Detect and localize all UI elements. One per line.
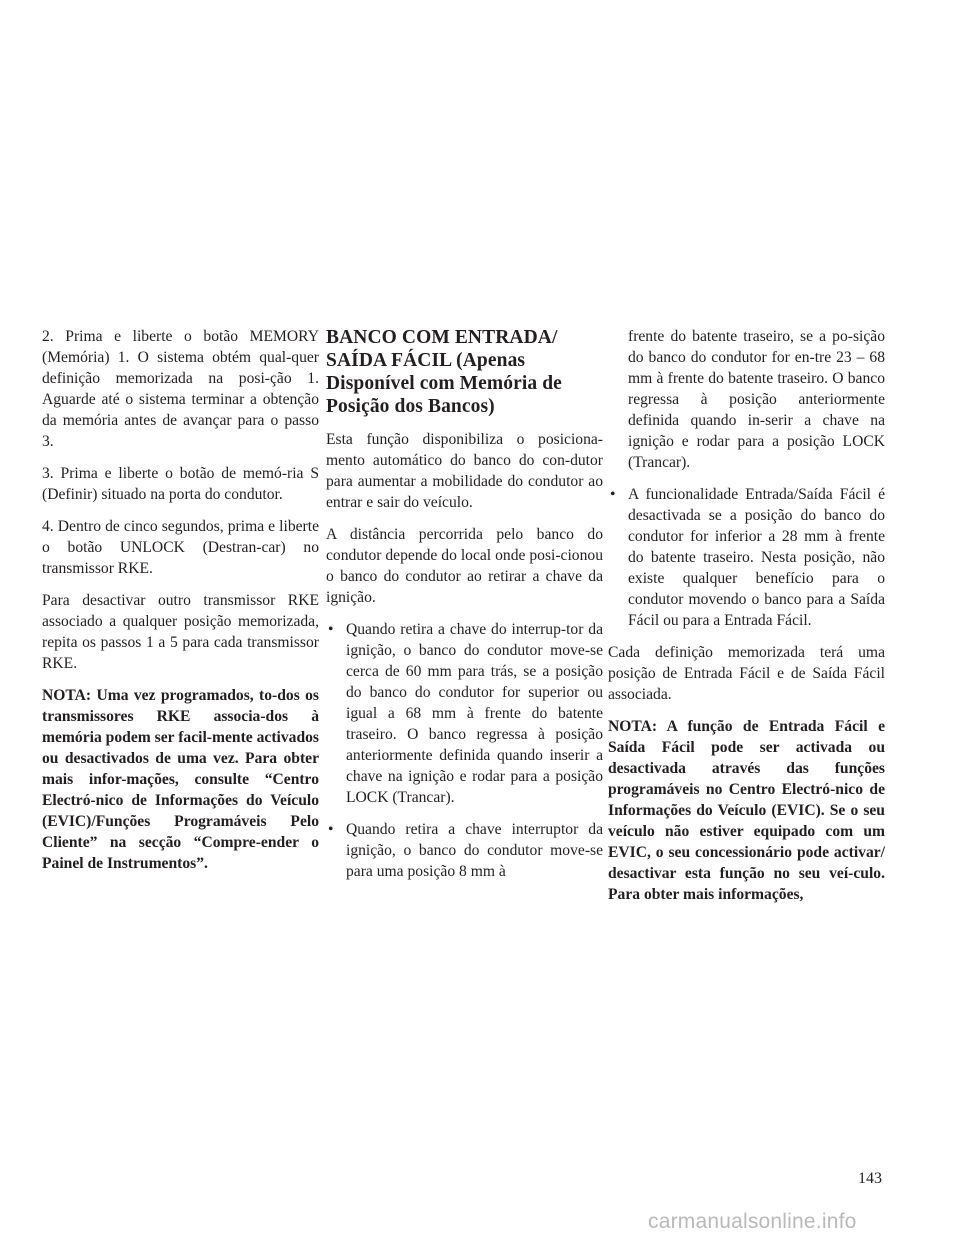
middle-column bbox=[326, 326, 603, 893]
left-column bbox=[42, 326, 319, 885]
bullet-item-2-continued: frente do batente traseiro, se a po-sição do banco do condutor for en-tre 23 – 68 mm à frente do batente traseiro. O banco regressa à posição anteriormente definida quando in-serir a chave na ignição e rodar para a posição LOCK (Trancar). bbox=[628, 328, 885, 471]
note-easy-entry-paragraph: NOTA: A função de Entrada Fácil e Saída Fácil pode ser activada ou desactivada através das funções programáveis no Centro Electró-nico de Informações do Veículo (EVIC). Se o seu veículo não estiver equipado com um EVIC, o seu concessionário pode activar/ desactivar esta função no seu veí-culo. Para obter mais informações, bbox=[608, 718, 885, 903]
bullet-list-continued bbox=[608, 484, 885, 631]
note-rke-paragraph: NOTA: Uma vez programados, to-dos os transmissores RKE associa-dos à memória podem ser facil-mente activados ou desactivados de uma vez. Para obter mais infor-mações, consulte “Centro Electró-nico de Informações do Veículo (EVIC)/Funções Programáveis Pelo Cliente” na secção “Compre-ender o Painel de Instrumentos”. bbox=[42, 687, 319, 872]
page-number: 143 bbox=[858, 1170, 882, 1187]
bullet-item-3: • A funcionalidade Entrada/Saída Fácil é desactivada se a posição do banco do condutor for inferior a 28 mm à frente do batente traseiro. Nesta posição, não existe qualquer benefício para o condutor movendo o banco para a Saída Fácil ou para a Entrada Fácil. bbox=[608, 484, 885, 631]
bullet-list bbox=[326, 619, 603, 882]
bullet-item-2: • Quando retira a chave interruptor da ignição, o banco do condutor move-se para uma posição 8 mm à bbox=[326, 819, 603, 882]
section-heading: BANCO COM ENTRADA/ SAÍDA FÁCIL (Apenas Disponível com Memória de Posição dos Bancos) bbox=[326, 327, 562, 417]
step-2-paragraph: 2. Prima e liberte o botão MEMORY (Memória) 1. O sistema obtém qual-quer definição memorizada na posi-ção 1. Aguarde até o sistema terminar a obtenção da memória antes de avançar para o passo 3. bbox=[42, 328, 319, 450]
step-4-paragraph: 4. Dentro de cinco segundos, prima e liberte o botão UNLOCK (Destran-car) no transmissor RKE. bbox=[42, 518, 319, 577]
step-3-paragraph: 3. Prima e liberte o botão de memó-ria S (Definir) situado na porta do condutor. bbox=[42, 465, 319, 503]
deactivate-paragraph: Para desactivar outro transmissor RKE associado a qualquer posição memorizada, repita os passos 1 a 5 para cada transmissor RKE. bbox=[42, 592, 319, 672]
distance-paragraph: A distância percorrida pelo banco do condutor depende do local onde posi-cionou o banco do condutor ao retirar a chave da ignição. bbox=[326, 526, 603, 606]
watermark-text: carmanualsonline.info bbox=[648, 1210, 857, 1233]
right-column bbox=[608, 326, 885, 916]
bullet-item-1: • Quando retira a chave do interrup-tor da ignição, o banco do condutor move-se cerca de 60 mm para trás, se a posição do banco do condutor for superior ou igual a 68 mm à frente do batente traseiro. O banco regressa à posição anteriormente definida quando inserir a chave na ignição e rodar para a posição LOCK (Trancar). bbox=[326, 619, 603, 808]
intro-paragraph: Esta função disponibiliza o posiciona-mento automático do banco do con-dutor para aumentar a mobilidade do condutor ao entrar e sair do veículo. bbox=[326, 431, 603, 511]
memory-setting-paragraph: Cada definição memorizada terá uma posição de Entrada Fácil e de Saída Fácil associada. bbox=[608, 644, 885, 703]
